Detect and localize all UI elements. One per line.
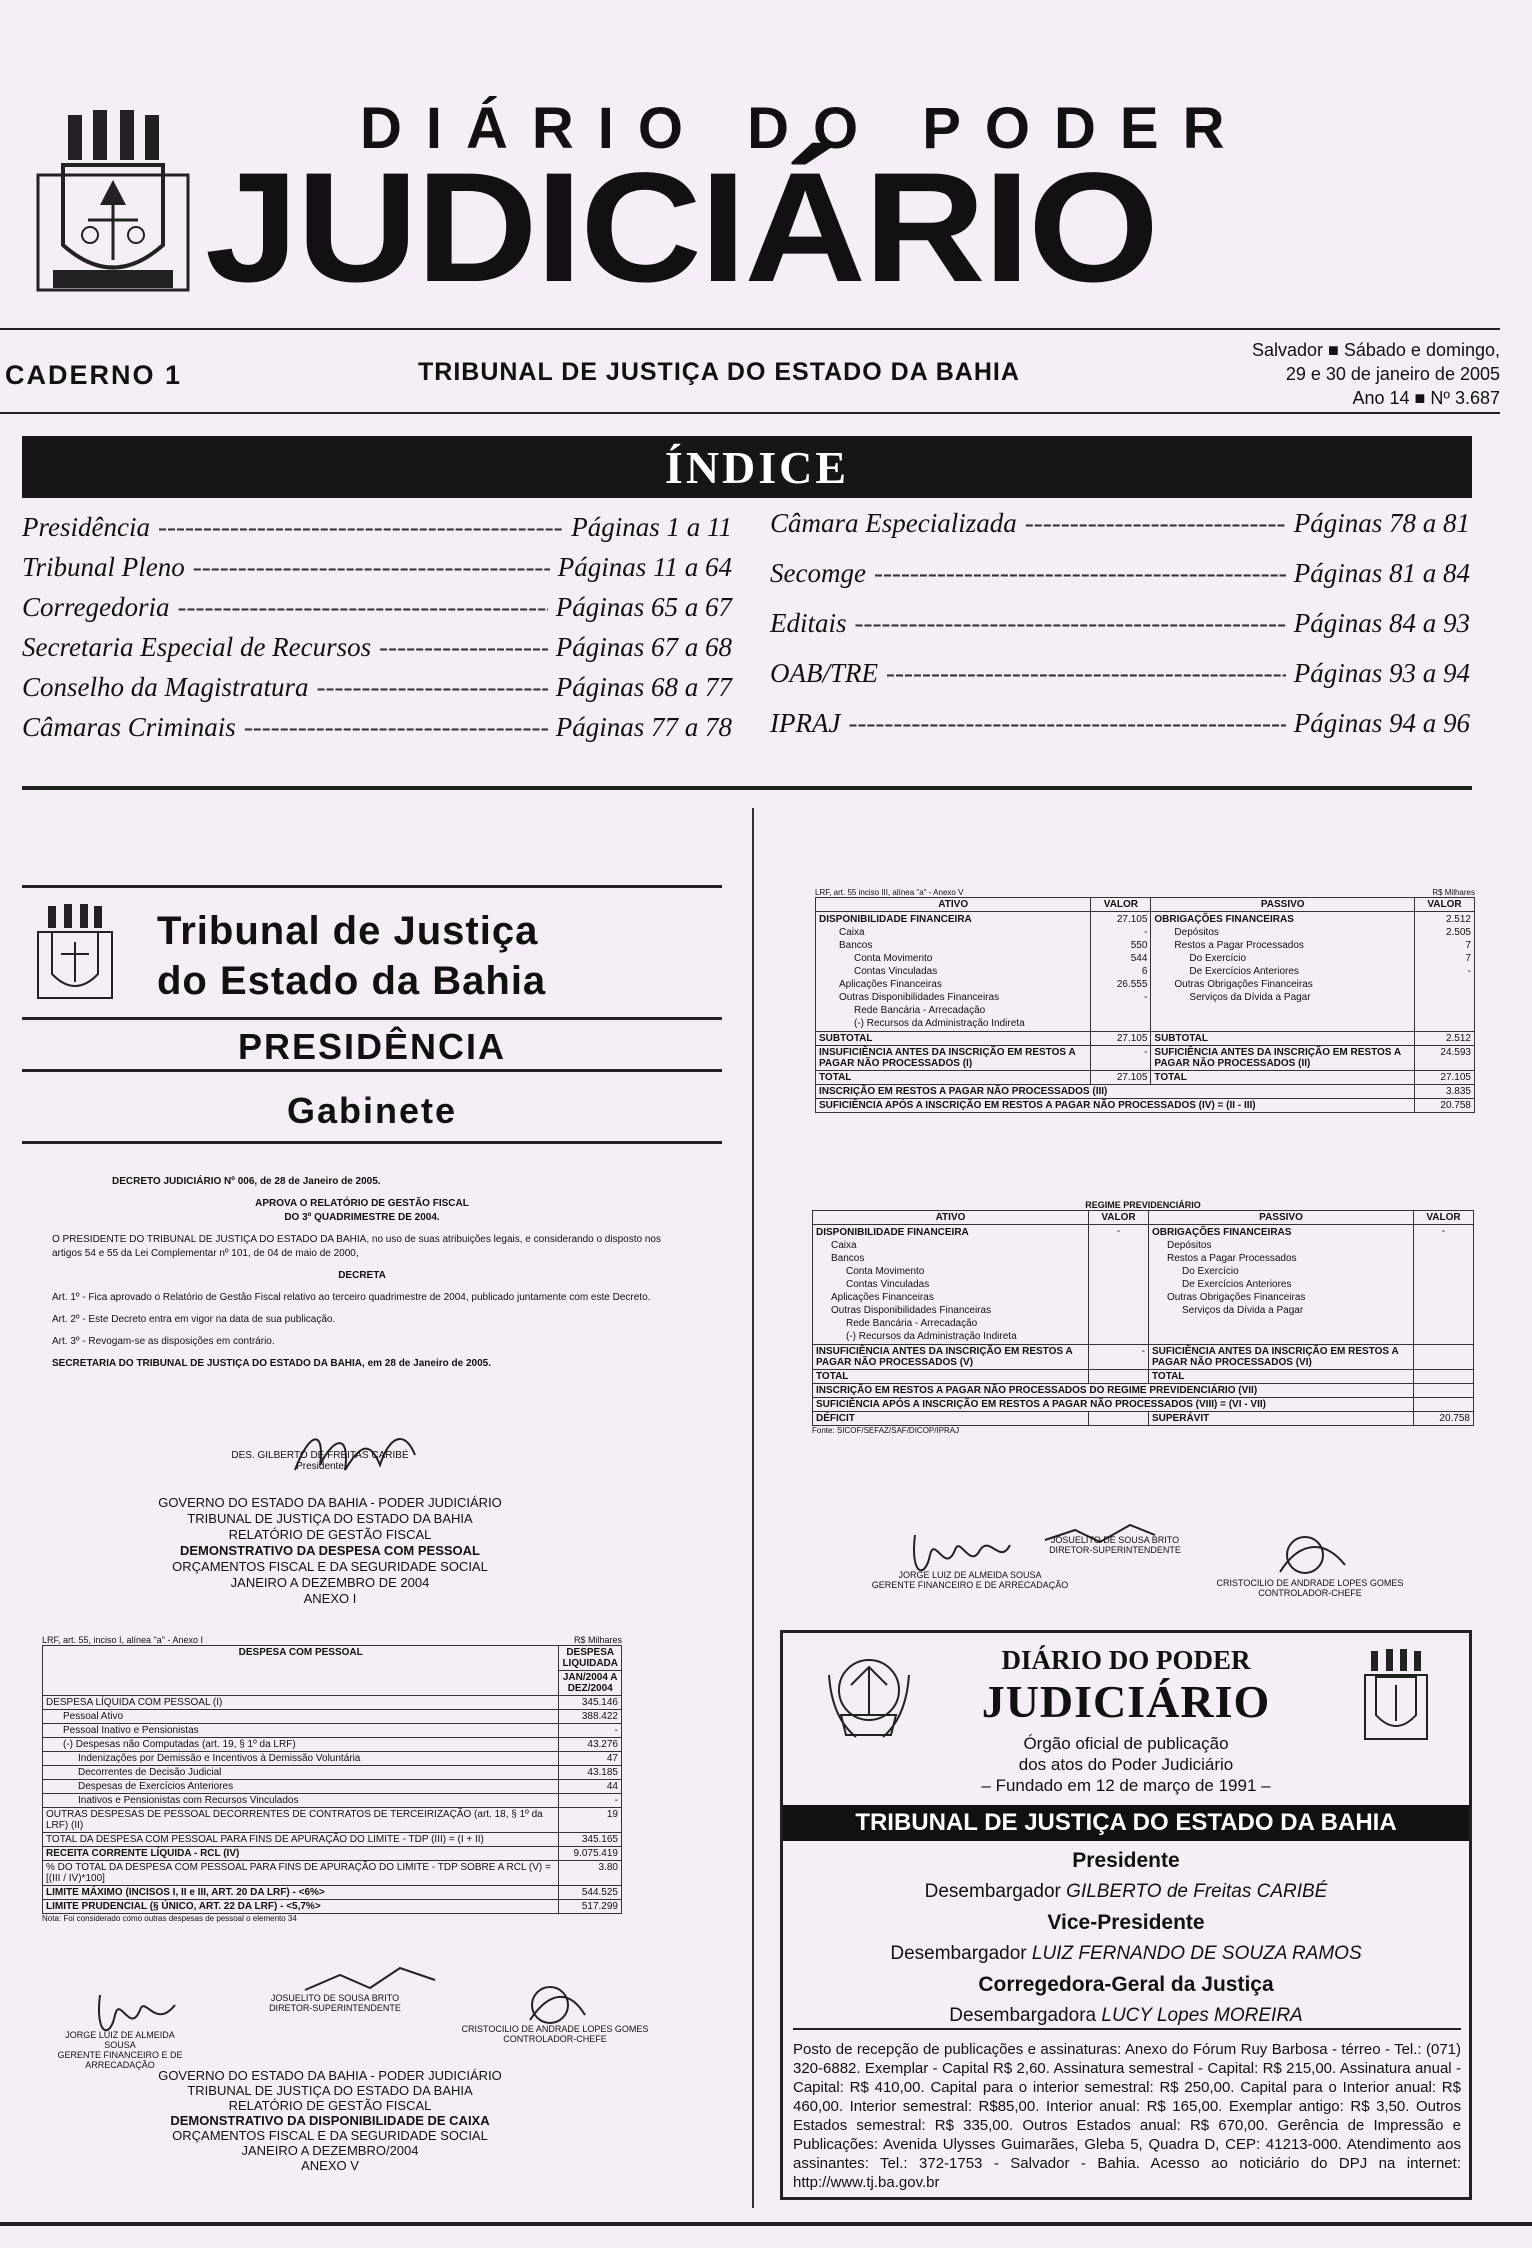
divider <box>0 2222 1532 2226</box>
column-divider <box>752 808 754 2208</box>
table-row <box>43 1780 622 1794</box>
row-label: DÉFICIT <box>813 1412 1089 1426</box>
row-value: 7 <box>1465 953 1471 964</box>
index-pages: Páginas 1 a 11 <box>571 512 732 542</box>
report-heading-line: RELATÓRIO DE GESTÃO FISCAL <box>228 2098 432 2113</box>
divider <box>0 412 1500 414</box>
publication-info-box <box>780 1630 1472 2200</box>
regime-previdenciario-table <box>812 1200 1474 1435</box>
report-heading-line: GOVERNO DO ESTADO DA BAHIA - PODER JUDICIÁRIO <box>158 1495 502 1510</box>
subscription-info: Posto de recepção de publicações e assinaturas: Anexo do Fórum Ruy Barbosa - térreo - Tel.: (071) 320-6882. Exemplar - Capital R$ 2,60. Assinatura semestral - Capital: R$ 215,00. Assinatura anual - Capital: R$ 410,00. Capital para o interior semestral: R$ 250,00. Capital para o Interior anual: R$ 460,00. Interior semestral: R$85,00. Interior anual: R$ 165,00. Exemplar antigo: R$ 3,50. Outros Estados semestral: R$ 335,00. Outros Estados anual: R$ 670,00. Gerência de Impressão e Publicações: Avenida Ulysses Guimarães, Gleba 5, Quadra D, CEP: 41213-000. Atendimento aos assinantes: Tel.: 372-1753 - Salvador - Bahia. Acesso ao noticiário do DPJ na internet: http://www.tj.ba.gov.br <box>793 2028 1461 2192</box>
row-label: LIMITE MÁXIMO (INCISOS I, II e III, ART. 20 DA LRF) - <6%> <box>43 1886 559 1900</box>
subsection-title: Gabinete <box>22 1078 722 1144</box>
section-title: PRESIDÊNCIA <box>22 1022 722 1072</box>
table-header: ATIVO <box>813 1211 1089 1225</box>
row-label: Do Exercício <box>1182 1266 1239 1277</box>
signer-block <box>265 1993 405 2013</box>
tribunal-name: TRIBUNAL DE JUSTIÇA DO ESTADO DA BAHIA <box>418 358 1020 386</box>
coat-of-arms-icon <box>34 902 116 1002</box>
signer-block <box>455 2024 655 2044</box>
staff-name <box>783 2000 1469 2031</box>
row-value: 550 <box>1130 940 1148 951</box>
table-header: VALOR <box>1415 898 1475 912</box>
row-value: 517.299 <box>559 1900 622 1914</box>
table-row <box>43 1886 622 1900</box>
row-label: De Exercícios Anteriores <box>1182 1279 1292 1290</box>
report-heading-line: ANEXO V <box>301 2158 359 2173</box>
report-heading-line: ORÇAMENTOS FISCAL E DA SEGURIDADE SOCIAL <box>172 1559 488 1574</box>
row-label: Decorrentes de Decisão Judicial <box>43 1766 559 1780</box>
dateline <box>1170 338 1500 410</box>
report-heading-line: ORÇAMENTOS FISCAL E DA SEGURIDADE SOCIAL <box>172 2128 488 2143</box>
row-label: Contas Vinculadas <box>854 966 938 977</box>
decree-title: DECRETO JUDICIÁRIO Nº 006, de 28 de Janeiro de 2005. <box>112 1176 381 1187</box>
row-label: TOTAL DA DESPESA COM PESSOAL PARA FINS DE APURAÇÃO DO LIMITE - TDP (III) = (I + II) <box>43 1833 559 1847</box>
box-title: DIÁRIO DO PODER <box>1001 1645 1251 1675</box>
row-label: TOTAL <box>1151 1071 1415 1085</box>
row-value: 20.758 <box>1415 1099 1475 1113</box>
row-label: Rede Bancária - Arrecadação <box>854 1005 986 1016</box>
table-source: Fonte: SICOF/SEFAZ/SAF/DICOP/IPRAJ <box>812 1426 960 1435</box>
row-label: Aplicações Financeiras <box>831 1292 934 1303</box>
index-pages: Páginas 67 a 68 <box>555 632 732 662</box>
index-section: OAB/TRE <box>770 658 878 688</box>
row-value: 27.105 <box>1091 1032 1151 1046</box>
row-value: - <box>559 1724 622 1738</box>
signer-role: Presidente <box>296 1461 344 1472</box>
index-entry[interactable] <box>770 658 1470 708</box>
table-row <box>813 1398 1474 1412</box>
row-label: (-) Recursos da Administração Indireta <box>846 1331 1017 1342</box>
table-title: REGIME PREVIDENCIÁRIO <box>1085 1200 1201 1210</box>
table-unit: R$ Milhares <box>1432 888 1475 897</box>
index-section: Presidência <box>22 512 150 542</box>
index-pages: Páginas 77 a 78 <box>555 712 732 742</box>
table-row <box>816 1046 1475 1071</box>
decree <box>52 1175 672 1379</box>
masthead-top: DIÁRIO DO PODER <box>360 96 1249 161</box>
divider <box>22 786 1472 790</box>
row-value: - <box>1144 992 1148 1003</box>
row-label: (-) Recursos da Administração Indireta <box>854 1018 1025 1029</box>
index-entry[interactable] <box>22 552 732 592</box>
row-label: Contas Vinculadas <box>846 1279 930 1290</box>
row-label: SUFICIÊNCIA ANTES DA INSCRIÇÃO EM RESTOS A PAGAR NÃO PROCESSADOS (VI) <box>1149 1345 1414 1370</box>
report-heading-line: TRIBUNAL DE JUSTIÇA DO ESTADO DA BAHIA <box>187 2083 473 2098</box>
index-pages: Páginas 84 a 93 <box>1293 608 1470 638</box>
row-label: Restos a Pagar Processados <box>1174 940 1304 951</box>
table-row <box>816 1085 1475 1099</box>
index-entry[interactable] <box>22 512 732 552</box>
index-section: Secomge <box>770 558 866 588</box>
table-header: VALOR <box>1414 1211 1474 1225</box>
row-label: INSCRIÇÃO EM RESTOS A PAGAR NÃO PROCESSADOS (III) <box>816 1085 1415 1099</box>
row-value: 27.105 <box>1116 914 1148 925</box>
index-entry[interactable] <box>770 558 1470 608</box>
row-label: Outras Obrigações Financeiras <box>1174 979 1313 990</box>
index-section: Editais <box>770 608 847 638</box>
row-label: INSCRIÇÃO EM RESTOS A PAGAR NÃO PROCESSADOS DO REGIME PREVIDENCIÁRIO (VII) <box>813 1384 1414 1398</box>
table-unit: R$ Milhares <box>573 1635 622 1645</box>
row-label: Do Exercício <box>1189 953 1247 964</box>
row-value: 3.835 <box>1415 1085 1475 1099</box>
box-subtitle <box>783 1733 1469 1796</box>
table-header: VALOR <box>1089 1211 1149 1225</box>
row-label: LIMITE PRUDENCIAL (§ ÚNICO, ART. 22 DA LRF) - <5,7%> <box>43 1900 559 1914</box>
row-label: SUFICIÊNCIA ANTES DA INSCRIÇÃO EM RESTOS A PAGAR NÃO PROCESSADOS (II) <box>1151 1046 1415 1071</box>
row-label: Bancos <box>831 1253 865 1264</box>
row-value: - <box>1467 966 1471 977</box>
row-label: Bancos <box>839 940 873 951</box>
row-value: 6 <box>1141 966 1148 977</box>
box-title-main: JUDICIÁRIO <box>981 1676 1271 1727</box>
signer-name: CRISTOCILIO DE ANDRADE LOPES GOMES <box>461 2024 649 2034</box>
box-subtitle-line: – Fundado em 12 de março de 1991 – <box>981 1776 1271 1795</box>
decree-decreta: DECRETA <box>338 1270 386 1281</box>
staff-name <box>783 1938 1469 1969</box>
report-heading-line: JANEIRO A DEZEMBRO DE 2004 <box>230 1575 430 1590</box>
row-label: TOTAL <box>1149 1370 1414 1384</box>
signer-role: GERENTE FINANCEIRO E DE ARRECADAÇÃO <box>871 1580 1069 1590</box>
date-line: 29 e 30 de janeiro de 2005 <box>1285 364 1500 384</box>
row-label: DISPONIBILIDADE FINANCEIRA <box>816 1227 969 1238</box>
table-row <box>816 1071 1475 1085</box>
row-value: 27.105 <box>1091 1071 1151 1085</box>
signer-role: GERENTE FINANCEIRO E DE ARRECADAÇÃO <box>57 2050 183 2070</box>
signer-block <box>860 1570 1080 1590</box>
index-column-right <box>770 508 1470 758</box>
staff-role: Presidente <box>1072 1849 1180 1872</box>
row-value: 345.146 <box>559 1696 622 1710</box>
index-entry[interactable] <box>22 712 732 752</box>
table-header: DESPESA COM PESSOAL <box>43 1646 559 1696</box>
staff-title: Desembargadora <box>949 2005 1102 2026</box>
table-row <box>43 1766 622 1780</box>
row-label: Despesas de Exercícios Anteriores <box>43 1780 559 1794</box>
decree-preamble: O PRESIDENTE DO TRIBUNAL DE JUSTIÇA DO ESTADO DA BAHIA, no uso de suas atribuições legais, e considerando o disposto nos artigos 54 e 55 da Lei Complementar nº 101, de 04 de maio de 2000, <box>52 1234 661 1259</box>
report-heading-line: ANEXO I <box>303 1591 357 1606</box>
row-value: 2.512 <box>1445 914 1471 925</box>
row-label: Depósitos <box>1167 1240 1212 1251</box>
row-label: % DO TOTAL DA DESPESA COM PESSOAL PARA FINS DE APURAÇÃO DO LIMITE - TDP SOBRE A RCL (V) = [(III / IV)*100] <box>43 1861 559 1886</box>
divider <box>0 328 1500 330</box>
index-entry[interactable] <box>770 608 1470 658</box>
box-staff <box>783 1845 1469 2031</box>
row-label: SUBTOTAL <box>1151 1032 1415 1046</box>
signer-name: JORGE LUIZ DE ALMEIDA SOUSA <box>898 1570 1042 1580</box>
row-value: 26.555 <box>1116 979 1148 990</box>
table-header: VALOR <box>1091 898 1151 912</box>
index-entry[interactable] <box>770 708 1470 758</box>
signature <box>520 1980 590 2030</box>
row-value: 27.105 <box>1415 1071 1475 1085</box>
row-label: Outras Disponibilidades Financeiras <box>839 992 1000 1003</box>
row-label: Serviços da Dívida a Pagar <box>1182 1305 1304 1316</box>
row-label: Restos a Pagar Processados <box>1167 1253 1297 1264</box>
table-row <box>43 1710 622 1724</box>
report-heading-line: DEMONSTRATIVO DA DESPESA COM PESSOAL <box>180 1543 480 1558</box>
table-row <box>816 1099 1475 1113</box>
row-value: 20.758 <box>1414 1412 1474 1426</box>
tj-title-line: do Estado da Bahia <box>157 959 547 1003</box>
table-header: DESPESA LIQUIDADA <box>559 1646 622 1671</box>
row-value: - <box>1116 1226 1121 1237</box>
row-value: 43.276 <box>559 1738 622 1752</box>
index-pages: Páginas 65 a 67 <box>555 592 732 622</box>
signer-block <box>1040 1535 1190 1555</box>
table-row <box>813 1345 1474 1370</box>
signer-role: DIRETOR-SUPERINTENDENTE <box>1049 1545 1181 1555</box>
row-value: - <box>1144 927 1148 938</box>
table-lrf-ref: LRF, art. 55, inciso I, alínea "a" - Anexo I <box>42 1635 203 1645</box>
report-heading-line: JANEIRO A DEZEMBRO/2004 <box>241 2143 419 2158</box>
index-section: IPRAJ <box>770 708 841 738</box>
table-row <box>43 1847 622 1861</box>
index-entry[interactable] <box>22 672 732 712</box>
row-label: SUFICIÊNCIA APÓS A INSCRIÇÃO EM RESTOS A PAGAR NÃO PROCESSADOS (VIII) = (VI - VII) <box>813 1398 1414 1412</box>
index-entry[interactable] <box>22 592 732 632</box>
index-pages: Páginas 81 a 84 <box>1293 558 1470 588</box>
table-row <box>43 1794 622 1808</box>
index-pages: Páginas 94 a 96 <box>1293 708 1470 738</box>
row-label: DESPESA LÍQUIDA COM PESSOAL (I) <box>43 1696 559 1710</box>
table-row <box>813 1384 1474 1398</box>
index-section: Conselho da Magistratura <box>22 672 309 702</box>
date-line: Salvador ■ Sábado e domingo, <box>1251 340 1500 360</box>
decree-subject: DO 3º QUADRIMESTRE DE 2004. <box>284 1212 440 1223</box>
box-subtitle-line: dos atos do Poder Judiciário <box>1018 1755 1234 1774</box>
row-label: TOTAL <box>816 1071 1091 1085</box>
report-heading-line: RELATÓRIO DE GESTÃO FISCAL <box>228 1527 432 1542</box>
table-row <box>813 1370 1474 1384</box>
table-row <box>43 1696 622 1710</box>
report-heading <box>80 1495 580 1607</box>
row-label: OUTRAS DESPESAS DE PESSOAL DECORRENTES DE CONTRATOS DE TERCEIRIZAÇÃO (art. 18, § 1º da LRF) (II) <box>43 1808 559 1833</box>
row-label: Pessoal Inativo e Pensionistas <box>43 1724 559 1738</box>
despesa-pessoal-table <box>42 1635 622 1923</box>
row-label: Conta Movimento <box>846 1266 925 1277</box>
table-row <box>43 1724 622 1738</box>
tj-title-line: Tribunal de Justiça <box>157 909 539 953</box>
table-row <box>43 1752 622 1766</box>
table-row <box>43 1808 622 1833</box>
staff-person: GILBERTO de Freitas CARIBÉ <box>1066 1881 1328 1902</box>
coat-of-arms-icon <box>28 105 198 295</box>
decree-article: Art. 3º - Revogam-se as disposições em contrário. <box>52 1336 275 1347</box>
decree-closing: SECRETARIA DO TRIBUNAL DE JUSTIÇA DO ESTADO DA BAHIA, em 28 de Janeiro de 2005. <box>52 1358 491 1369</box>
row-label: RECEITA CORRENTE LÍQUIDA - RCL (IV) <box>43 1847 559 1861</box>
table-row <box>816 912 1475 1032</box>
row-label: Depósitos <box>1174 927 1219 938</box>
row-value: 7 <box>1465 940 1471 951</box>
table-header: PASSIVO <box>1151 898 1415 912</box>
index-title: ÍNDICE <box>664 442 850 493</box>
signer-block <box>50 2030 190 2070</box>
staff-role: Corregedora-Geral da Justiça <box>978 1973 1274 1996</box>
row-value: 44 <box>559 1780 622 1794</box>
table-row <box>813 1225 1474 1345</box>
row-label: Conta Movimento <box>854 953 933 964</box>
report-heading-line: TRIBUNAL DE JUSTIÇA DO ESTADO DA BAHIA <box>187 1511 473 1526</box>
staff-title: Desembargador <box>890 1943 1032 1964</box>
index-pages: Páginas 93 a 94 <box>1293 658 1470 688</box>
row-value: 43.185 <box>559 1766 622 1780</box>
row-value: 2.512 <box>1415 1032 1475 1046</box>
row-label: TOTAL <box>813 1370 1089 1384</box>
table-note: Nota: Foi considerado como outras despesas de pessoal o elemento 34 <box>42 1914 297 1923</box>
index-section: Câmara Especializada <box>770 508 1017 538</box>
row-label: Caixa <box>839 927 865 938</box>
index-entry[interactable] <box>770 508 1470 558</box>
index-section: Corregedoria <box>22 592 170 622</box>
index-section: Secretaria Especial de Recursos <box>22 632 372 662</box>
signer-name: DES. GILBERTO DE FREITAS CARIBÉ <box>231 1450 409 1461</box>
table-row <box>43 1833 622 1847</box>
signer-role: CONTROLADOR-CHEFE <box>503 2034 607 2044</box>
row-value: 345.165 <box>559 1833 622 1847</box>
decree-article: Art. 1º - Fica aprovado o Relatório de Gestão Fiscal relativo ao terceiro quadrimestre de 2004, publicado juntamente com este Decreto. <box>52 1292 651 1303</box>
row-label: INSUFICIÊNCIA ANTES DA INSCRIÇÃO EM RESTOS A PAGAR NÃO PROCESSADOS (V) <box>813 1345 1089 1370</box>
index-section: Câmaras Criminais <box>22 712 236 742</box>
signer-name: CRISTOCILIO DE ANDRADE LOPES GOMES <box>1216 1578 1404 1588</box>
row-label: Pessoal Ativo <box>43 1710 559 1724</box>
row-label: Rede Bancária - Arrecadação <box>846 1318 978 1329</box>
report-heading-line: GOVERNO DO ESTADO DA BAHIA - PODER JUDICIÁRIO <box>158 2068 502 2083</box>
caderno-label: CADERNO 1 <box>5 360 183 390</box>
row-label: Outras Disponibilidades Financeiras <box>831 1305 992 1316</box>
row-value: 388.422 <box>559 1710 622 1724</box>
index-pages: Páginas 11 a 64 <box>557 552 732 582</box>
decree-article: Art. 2º - Este Decreto entra em vigor na data de sua publicação. <box>52 1314 336 1325</box>
row-value: 2.505 <box>1445 927 1471 938</box>
row-label: Indenizações por Demissão e Incentivos à Demissão Voluntária <box>43 1752 559 1766</box>
row-value: - <box>559 1794 622 1808</box>
row-label: De Exercícios Anteriores <box>1189 966 1299 977</box>
table-row <box>43 1738 622 1752</box>
staff-role: Vice-Presidente <box>1047 1911 1205 1934</box>
table-header: ATIVO <box>816 898 1091 912</box>
signer-name: JOSUELITO DE SOUSA BRITO <box>1050 1535 1180 1545</box>
box-tribunal-bar: TRIBUNAL DE JUSTIÇA DO ESTADO DA BAHIA <box>783 1805 1469 1841</box>
row-label: INSUFICIÊNCIA ANTES DA INSCRIÇÃO EM RESTOS A PAGAR NÃO PROCESSADOS (I) <box>816 1046 1091 1071</box>
row-label: OBRIGAÇÕES FINANCEIRAS <box>1154 914 1294 925</box>
decree-subject: APROVA O RELATÓRIO DE GESTÃO FISCAL <box>255 1198 469 1209</box>
table-row <box>43 1861 622 1886</box>
row-label: Inativos e Pensionistas com Recursos Vinculados <box>43 1794 559 1808</box>
report-heading <box>80 2068 580 2173</box>
staff-name <box>783 1876 1469 1907</box>
index-entry[interactable] <box>22 632 732 672</box>
row-label: DISPONIBILIDADE FINANCEIRA <box>819 914 972 925</box>
table-lrf-ref: LRF, art. 55 inciso III, alínea "a" - Anexo V <box>815 888 964 897</box>
issue-number: Ano 14 ■ Nº 3.687 <box>1352 388 1500 408</box>
report-heading-line: DEMONSTRATIVO DA DISPONIBILIDADE DE CAIXA <box>170 2113 490 2128</box>
signer-role: CONTROLADOR-CHEFE <box>1258 1588 1362 1598</box>
row-label: Serviços da Dívida a Pagar <box>1189 992 1311 1003</box>
signer-block <box>200 1450 440 1472</box>
row-label: (-) Despesas não Computadas (art. 19, § 1º da LRF) <box>43 1738 559 1752</box>
signer-role: DIRETOR-SUPERINTENDENTE <box>269 2003 401 2013</box>
table-header: JAN/2004 A DEZ/2004 <box>559 1671 622 1696</box>
row-value: - <box>1091 1046 1151 1071</box>
row-label: OBRIGAÇÕES FINANCEIRAS <box>1152 1227 1292 1238</box>
row-value: - <box>1441 1226 1446 1237</box>
disponibilidade-caixa-table <box>815 888 1475 1113</box>
staff-title: Desembargador <box>924 1881 1067 1902</box>
row-value: - <box>1089 1345 1149 1370</box>
signer-block <box>1200 1578 1420 1598</box>
staff-person: LUCY Lopes MOREIRA <box>1101 2005 1303 2026</box>
tj-title <box>157 906 546 1006</box>
index-pages: Páginas 78 a 81 <box>1293 508 1470 538</box>
table-row <box>43 1900 622 1914</box>
table-row <box>813 1412 1474 1426</box>
row-value: 19 <box>559 1808 622 1833</box>
table-header: PASSIVO <box>1149 1211 1414 1225</box>
box-subtitle-line: Órgão oficial de publicação <box>1023 1734 1229 1753</box>
row-value: 47 <box>559 1752 622 1766</box>
row-label: Aplicações Financeiras <box>839 979 942 990</box>
staff-person: LUIZ FERNANDO DE SOUZA RAMOS <box>1031 1943 1362 1964</box>
signer-name: JOSUELITO DE SOUSA BRITO <box>270 1993 400 2003</box>
index-pages: Páginas 68 a 77 <box>555 672 732 702</box>
index-section: Tribunal Pleno <box>22 552 185 582</box>
row-label: Caixa <box>831 1240 857 1251</box>
row-value: 24.593 <box>1415 1046 1475 1071</box>
row-value: 3.80 <box>559 1861 622 1886</box>
row-label: SUFICIÊNCIA APÓS A INSCRIÇÃO EM RESTOS A PAGAR NÃO PROCESSADOS (IV) = (II - III) <box>816 1099 1415 1113</box>
row-label: SUPERÁVIT <box>1149 1412 1414 1426</box>
row-value: 9.075.419 <box>559 1847 622 1861</box>
row-label: SUBTOTAL <box>816 1032 1091 1046</box>
index-column-left <box>22 512 732 752</box>
signature <box>1270 1530 1350 1580</box>
tj-header <box>22 885 722 1020</box>
masthead-title: JUDICIÁRIO <box>205 141 1157 315</box>
row-label: Outras Obrigações Financeiras <box>1167 1292 1306 1303</box>
row-value: 544.525 <box>559 1886 622 1900</box>
table-row <box>816 1032 1475 1046</box>
row-value: 544 <box>1130 953 1148 964</box>
signer-name: JORGE LUIZ DE ALMEIDA SOUSA <box>65 2030 175 2050</box>
